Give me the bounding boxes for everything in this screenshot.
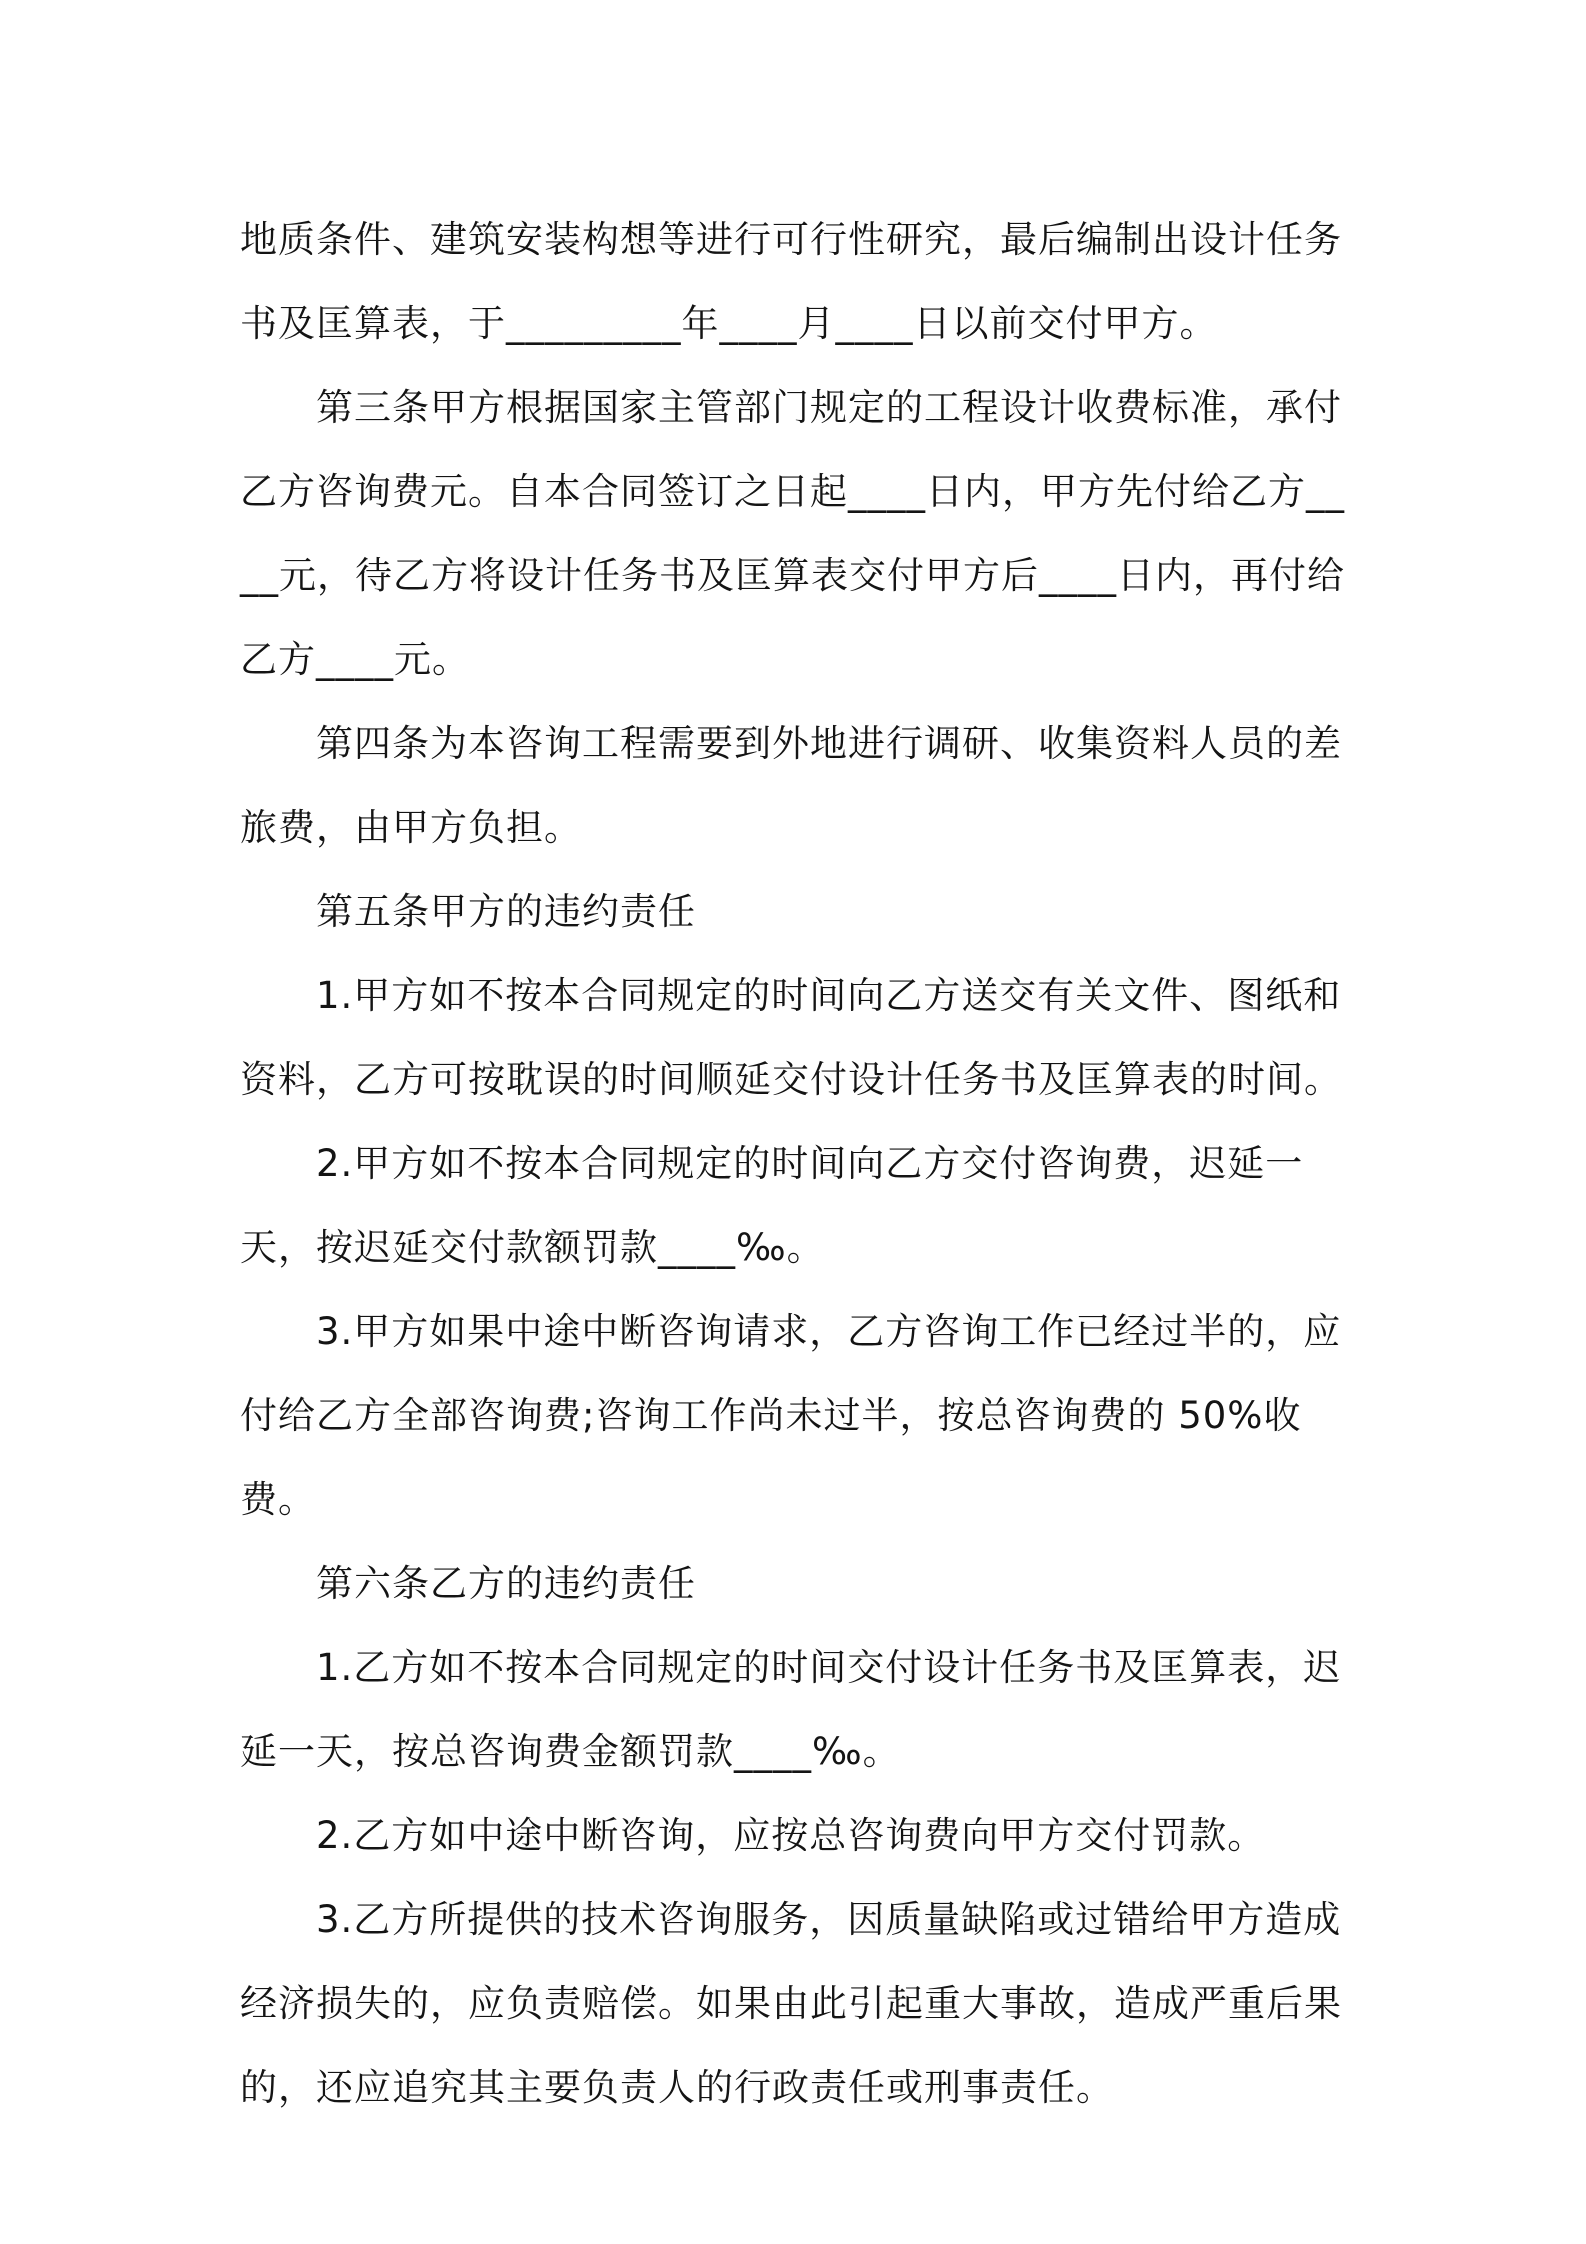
paragraph-article-3-fees: 第三条甲方根据国家主管部门规定的工程设计收费标准，承付乙方咨询费元。自本合同签订之日起____日内，甲方先付给乙方____元，待乙方将设计任务书及匡算表交付甲方后____日内，再付给乙方____元。 — [240, 386, 1345, 681]
heading-article-5: 第五条甲方的违约责任 — [316, 890, 696, 933]
heading-article-6: 第六条乙方的违约责任 — [316, 1562, 696, 1605]
document-body — [240, 198, 1360, 2130]
paragraph-article-6-item-2: 2.乙方如中途中断咨询，应按总咨询费向甲方交付罚款。 — [316, 1814, 1266, 1857]
paragraph-article-5-item-1: 1.甲方如不按本合同规定的时间向乙方送交有关文件、图纸和资料，乙方可按耽误的时间顺延交付设计任务书及匡算表的时间。 — [240, 974, 1342, 1101]
paragraph-survey-deadline: 地质条件、建筑安装构想等进行可行性研究，最后编制出设计任务书及匡算表，于_________年____月____日以前交付甲方。 — [240, 218, 1342, 345]
paragraph-article-4-travel: 第四条为本咨询工程需要到外地进行调研、收集资料人员的差旅费，由甲方负担。 — [240, 722, 1342, 849]
paragraph-article-5-item-2: 2.甲方如不按本合同规定的时间向乙方交付咨询费，迟延一天，按迟延交付款额罚款____‰。 — [240, 1142, 1304, 1269]
paragraph-article-6-item-1: 1.乙方如不按本合同规定的时间交付设计任务书及匡算表，迟延一天，按总咨询费金额罚款____‰。 — [240, 1646, 1342, 1773]
paragraph-article-6-item-3: 3.乙方所提供的技术咨询服务，因质量缺陷或过错给甲方造成经济损失的，应负责赔偿。如果由此引起重大事故，造成严重后果的，还应追究其主要负责人的行政责任或刑事责任。 — [240, 1898, 1342, 2109]
paragraph-article-5-item-3: 3.甲方如果中途中断咨询请求，乙方咨询工作已经过半的，应付给乙方全部咨询费;咨询工作尚未过半，按总咨询费的 50%收费。 — [240, 1310, 1342, 1521]
